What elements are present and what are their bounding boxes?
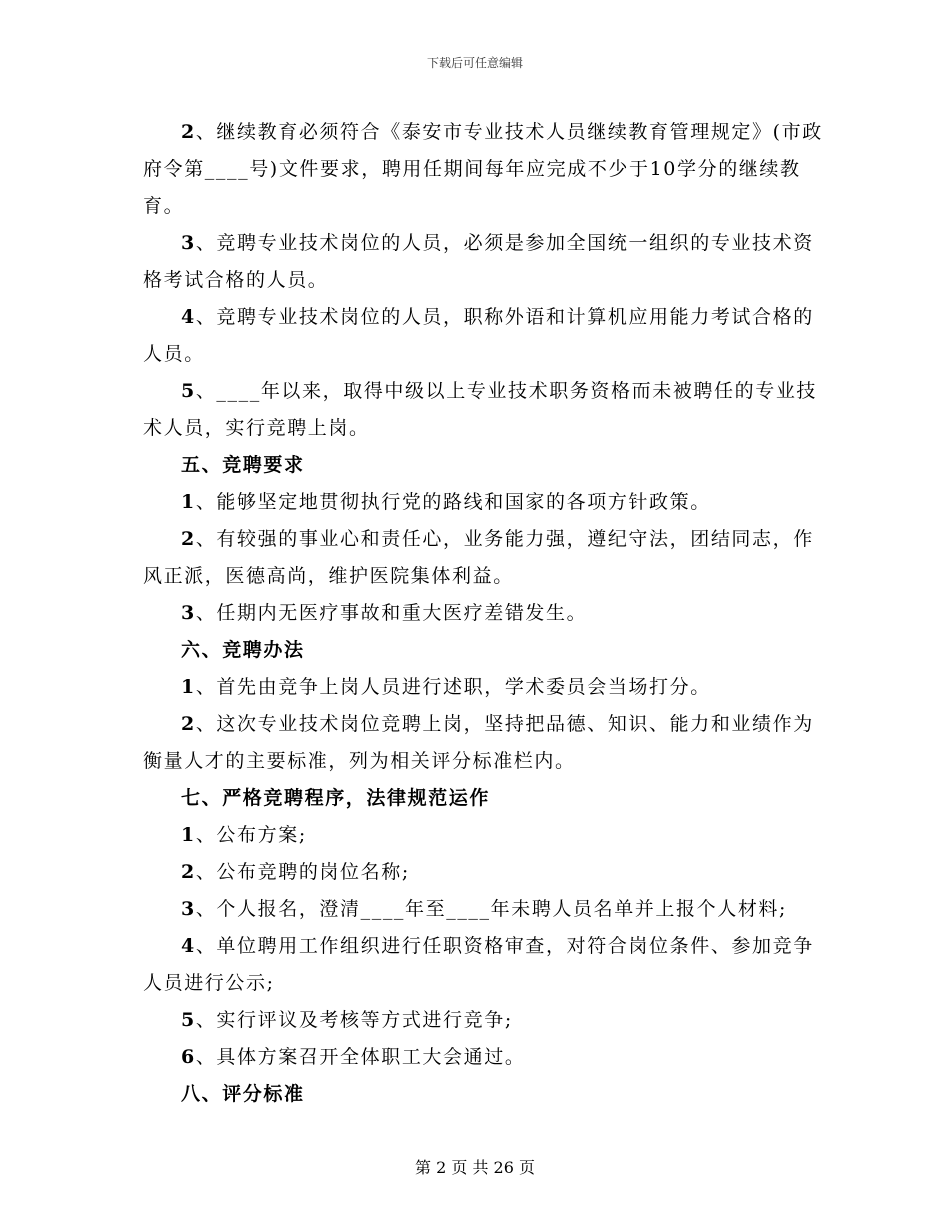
item-number: 5: [181, 1009, 196, 1031]
item-number: 2: [181, 861, 196, 883]
paragraph: [143, 669, 823, 706]
paragraph-text: 、任期内无医疗事故和重大医疗差错发生。: [195, 602, 588, 624]
paragraph-text: 、竞聘专业技术岗位的人员，职称外语和计算机应用能力考试合格的人员。: [143, 306, 814, 365]
paragraph-text: 、单位聘用工作组织进行任职资格审查，对符合岗位条件、参加竞争人员进行公示;: [143, 935, 814, 994]
item-number: 2: [181, 713, 196, 735]
section-heading: 六、竞聘办法: [181, 639, 305, 661]
paragraph: [143, 817, 823, 854]
item-number: 5: [181, 380, 196, 402]
header-note: 下载后可任意编辑: [426, 56, 523, 70]
paragraph-text: 、能够坚定地贯彻执行党的路线和国家的各项方针政策。: [195, 491, 711, 513]
paragraph: [143, 299, 823, 373]
item-number: 1: [181, 491, 196, 513]
item-number: 6: [181, 1046, 196, 1068]
section-heading: 五、竞聘要求: [181, 454, 305, 476]
page-number-footer: 第 2 页 共 26 页: [415, 1158, 535, 1177]
paragraph: [143, 1002, 823, 1039]
item-number: 3: [181, 232, 196, 254]
document-body: [143, 114, 823, 1113]
section-heading: 七、严格竞聘程序，法律规范运作: [181, 787, 491, 809]
item-number: 1: [181, 676, 196, 698]
item-number: 3: [181, 898, 196, 920]
paragraph-text: 、竞聘专业技术岗位的人员，必须是参加全国统一组织的专业技术资格考试合格的人员。: [143, 232, 814, 291]
paragraph-text: 、实行评议及考核等方式进行竞争;: [195, 1009, 513, 1031]
section-heading: 八、评分标准: [181, 1083, 305, 1105]
paragraph: [143, 114, 823, 225]
paragraph: [143, 928, 823, 1002]
item-number: 3: [181, 602, 196, 624]
item-number: 2: [181, 121, 196, 143]
paragraph-text: 、____年以来，取得中级以上专业技术职务资格而未被聘任的专业技术人员，实行竞聘上岗。: [143, 380, 818, 439]
paragraph-text: 、个人报名，澄清____年至____年未聘人员名单并上报个人材料;: [195, 898, 788, 920]
item-number: 4: [181, 935, 196, 957]
paragraph: [143, 706, 823, 780]
paragraph: [143, 891, 823, 928]
paragraph: [143, 595, 823, 632]
paragraph-text: 、这次专业技术岗位竞聘上岗，坚持把品德、知识、能力和业绩作为衡量人才的主要标准，列为相关评分标准栏内。: [143, 713, 814, 772]
paragraph: [143, 373, 823, 447]
paragraph: [143, 484, 823, 521]
item-number: 2: [181, 528, 196, 550]
paragraph: [143, 854, 823, 891]
paragraph: [143, 521, 823, 595]
paragraph: [143, 225, 823, 299]
paragraph-text: 、具体方案召开全体职工大会通过。: [195, 1046, 526, 1068]
paragraph-text: 、首先由竞争上岗人员进行述职，学术委员会当场打分。: [195, 676, 711, 698]
paragraph-text: 、有较强的事业心和责任心，业务能力强，遵纪守法，团结同志，作风正派，医德高尚，维护医院集体利益。: [143, 528, 814, 587]
paragraph-text: 、公布方案;: [195, 824, 307, 846]
paragraph-text: 、继续教育必须符合《泰安市专业技术人员继续教育管理规定》(市政府令第____号)文件要求，聘用任期间每年应完成不少于10学分的继续教育。: [143, 121, 823, 217]
item-number: 1: [181, 824, 196, 846]
paragraph: [143, 1039, 823, 1076]
item-number: 4: [181, 306, 196, 328]
paragraph-text: 、公布竞聘的岗位名称;: [195, 861, 410, 883]
